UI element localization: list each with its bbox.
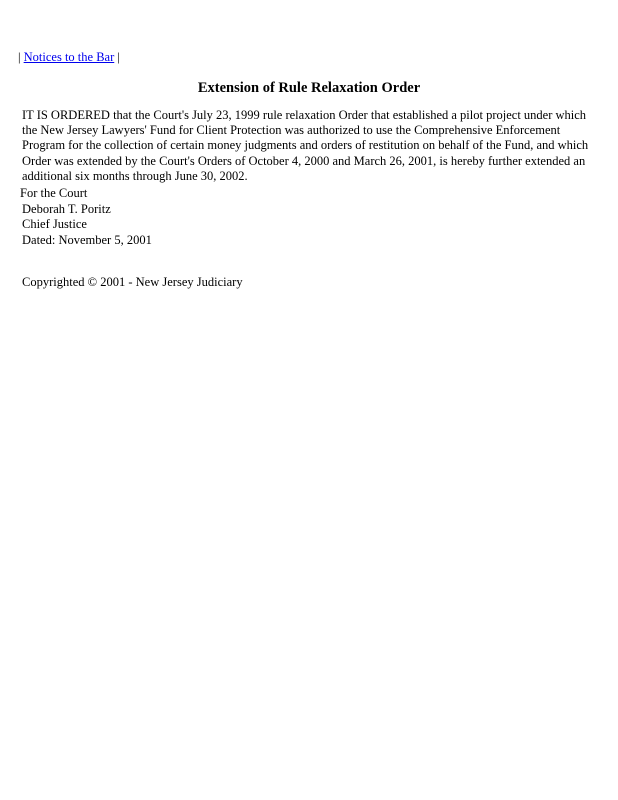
signature-block <box>20 186 152 248</box>
signature-title: Chief Justice <box>22 217 87 231</box>
nav-separator-right: | <box>117 50 120 64</box>
signature-date: Dated: November 5, 2001 <box>22 232 152 247</box>
notices-to-the-bar-link[interactable]: Notices to the Bar <box>23 50 115 64</box>
signature-name: Deborah T. Poritz <box>22 201 111 216</box>
order-body-text: IT IS ORDERED that the Court's July 23, 1999 rule relaxation Order that established a pilot project under which the New Jersey Lawyers' Fund for Client Protection was authorized to use the Comprehensive Enforcement Program for the collection of certain money judgments and orders of restitution on behalf of the Fund, and which Order was extended by the Court's Orders of October 4, 2000 and March 26, 2001, is hereby further extended an additional six months through June 30, 2002. <box>22 108 589 183</box>
signature-for-the-court: For the Court <box>20 186 88 200</box>
page-title: Extension of Rule Relaxation Order <box>197 80 421 96</box>
copyright-notice: Copyrighted © 2001 - New Jersey Judiciary <box>22 275 243 289</box>
nav-separator-left: | <box>18 50 21 64</box>
breadcrumb <box>18 50 120 65</box>
